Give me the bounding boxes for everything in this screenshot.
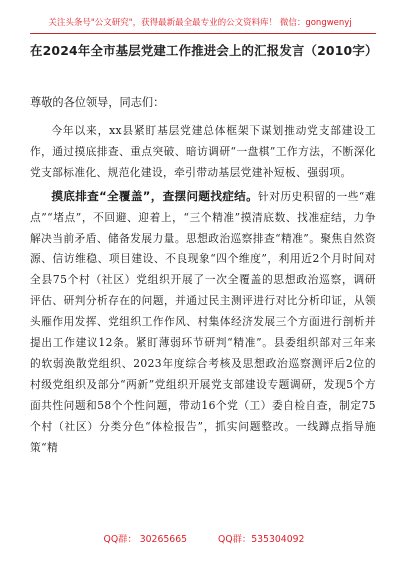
footer-qq-group-2: QQ群：535304092 <box>218 534 305 545</box>
document-title: 在2024年全市基层党建工作推进会上的汇报发言（2010字） <box>30 43 378 58</box>
paragraph-2 <box>30 186 376 459</box>
salutation: 尊敬的各位领导，同志们： <box>30 96 165 109</box>
paragraph-2-lead: 摸底排查“全覆盖”，查摆问题找症结。 <box>51 188 258 203</box>
paragraph-1: 今年以来，xx县紧盯基层党建总体框架下谋划推动党支部建设工作，通过摸底排查、重点突破、暗访调研“一盘棋”工作方法，不断深化党支部标准化、规范化建设，牵引带动基层党建补短板、强弱项。 <box>30 124 376 179</box>
footer-qq-group-1: QQ群： 30265665 <box>103 534 188 545</box>
document-body <box>30 121 376 459</box>
header-divider <box>30 33 376 34</box>
paragraph-2-body: 针对历史积留的一些“难点”“堵点”，不回避、迎着上，“三个精准”摸清底数、找准症结，力争解决当前矛盾、储备发展力量。思想政治巡察排查“精准”。聚焦自然资源、信访维稳、项目建设、不良现象“四个维度”，利用近2个月时间对全县75个村（社区）党组织开展了一次全覆盖的思想政治巡察，调研评估、研判分析存在的问题，并通过民主测评进行对比分析印证，从领头雁作用发挥、党组织工作作风、村集体经济发展三个方面进行剖析并提出工作建议12条。紧盯薄弱环节研判“精准”。县委组织部对三年来的软弱涣散党组织、2023年度综合考核及思想政治巡察测评后2位的村级党组织及部分“两新”党组织开展党支部建设专题调研，发现5个方面共性问题和58个个性问题，带动16个党（工）委自检自查，制定75个村（社区）分类分色“体检报告”，抓实问题整改。一线蹲点指导施策“精 <box>30 189 376 454</box>
header-banner: 关注头条号"公文研究"，获得最新最全最专业的公文资料库！ 微信：gongwenyj <box>48 18 352 28</box>
footer <box>0 531 408 545</box>
